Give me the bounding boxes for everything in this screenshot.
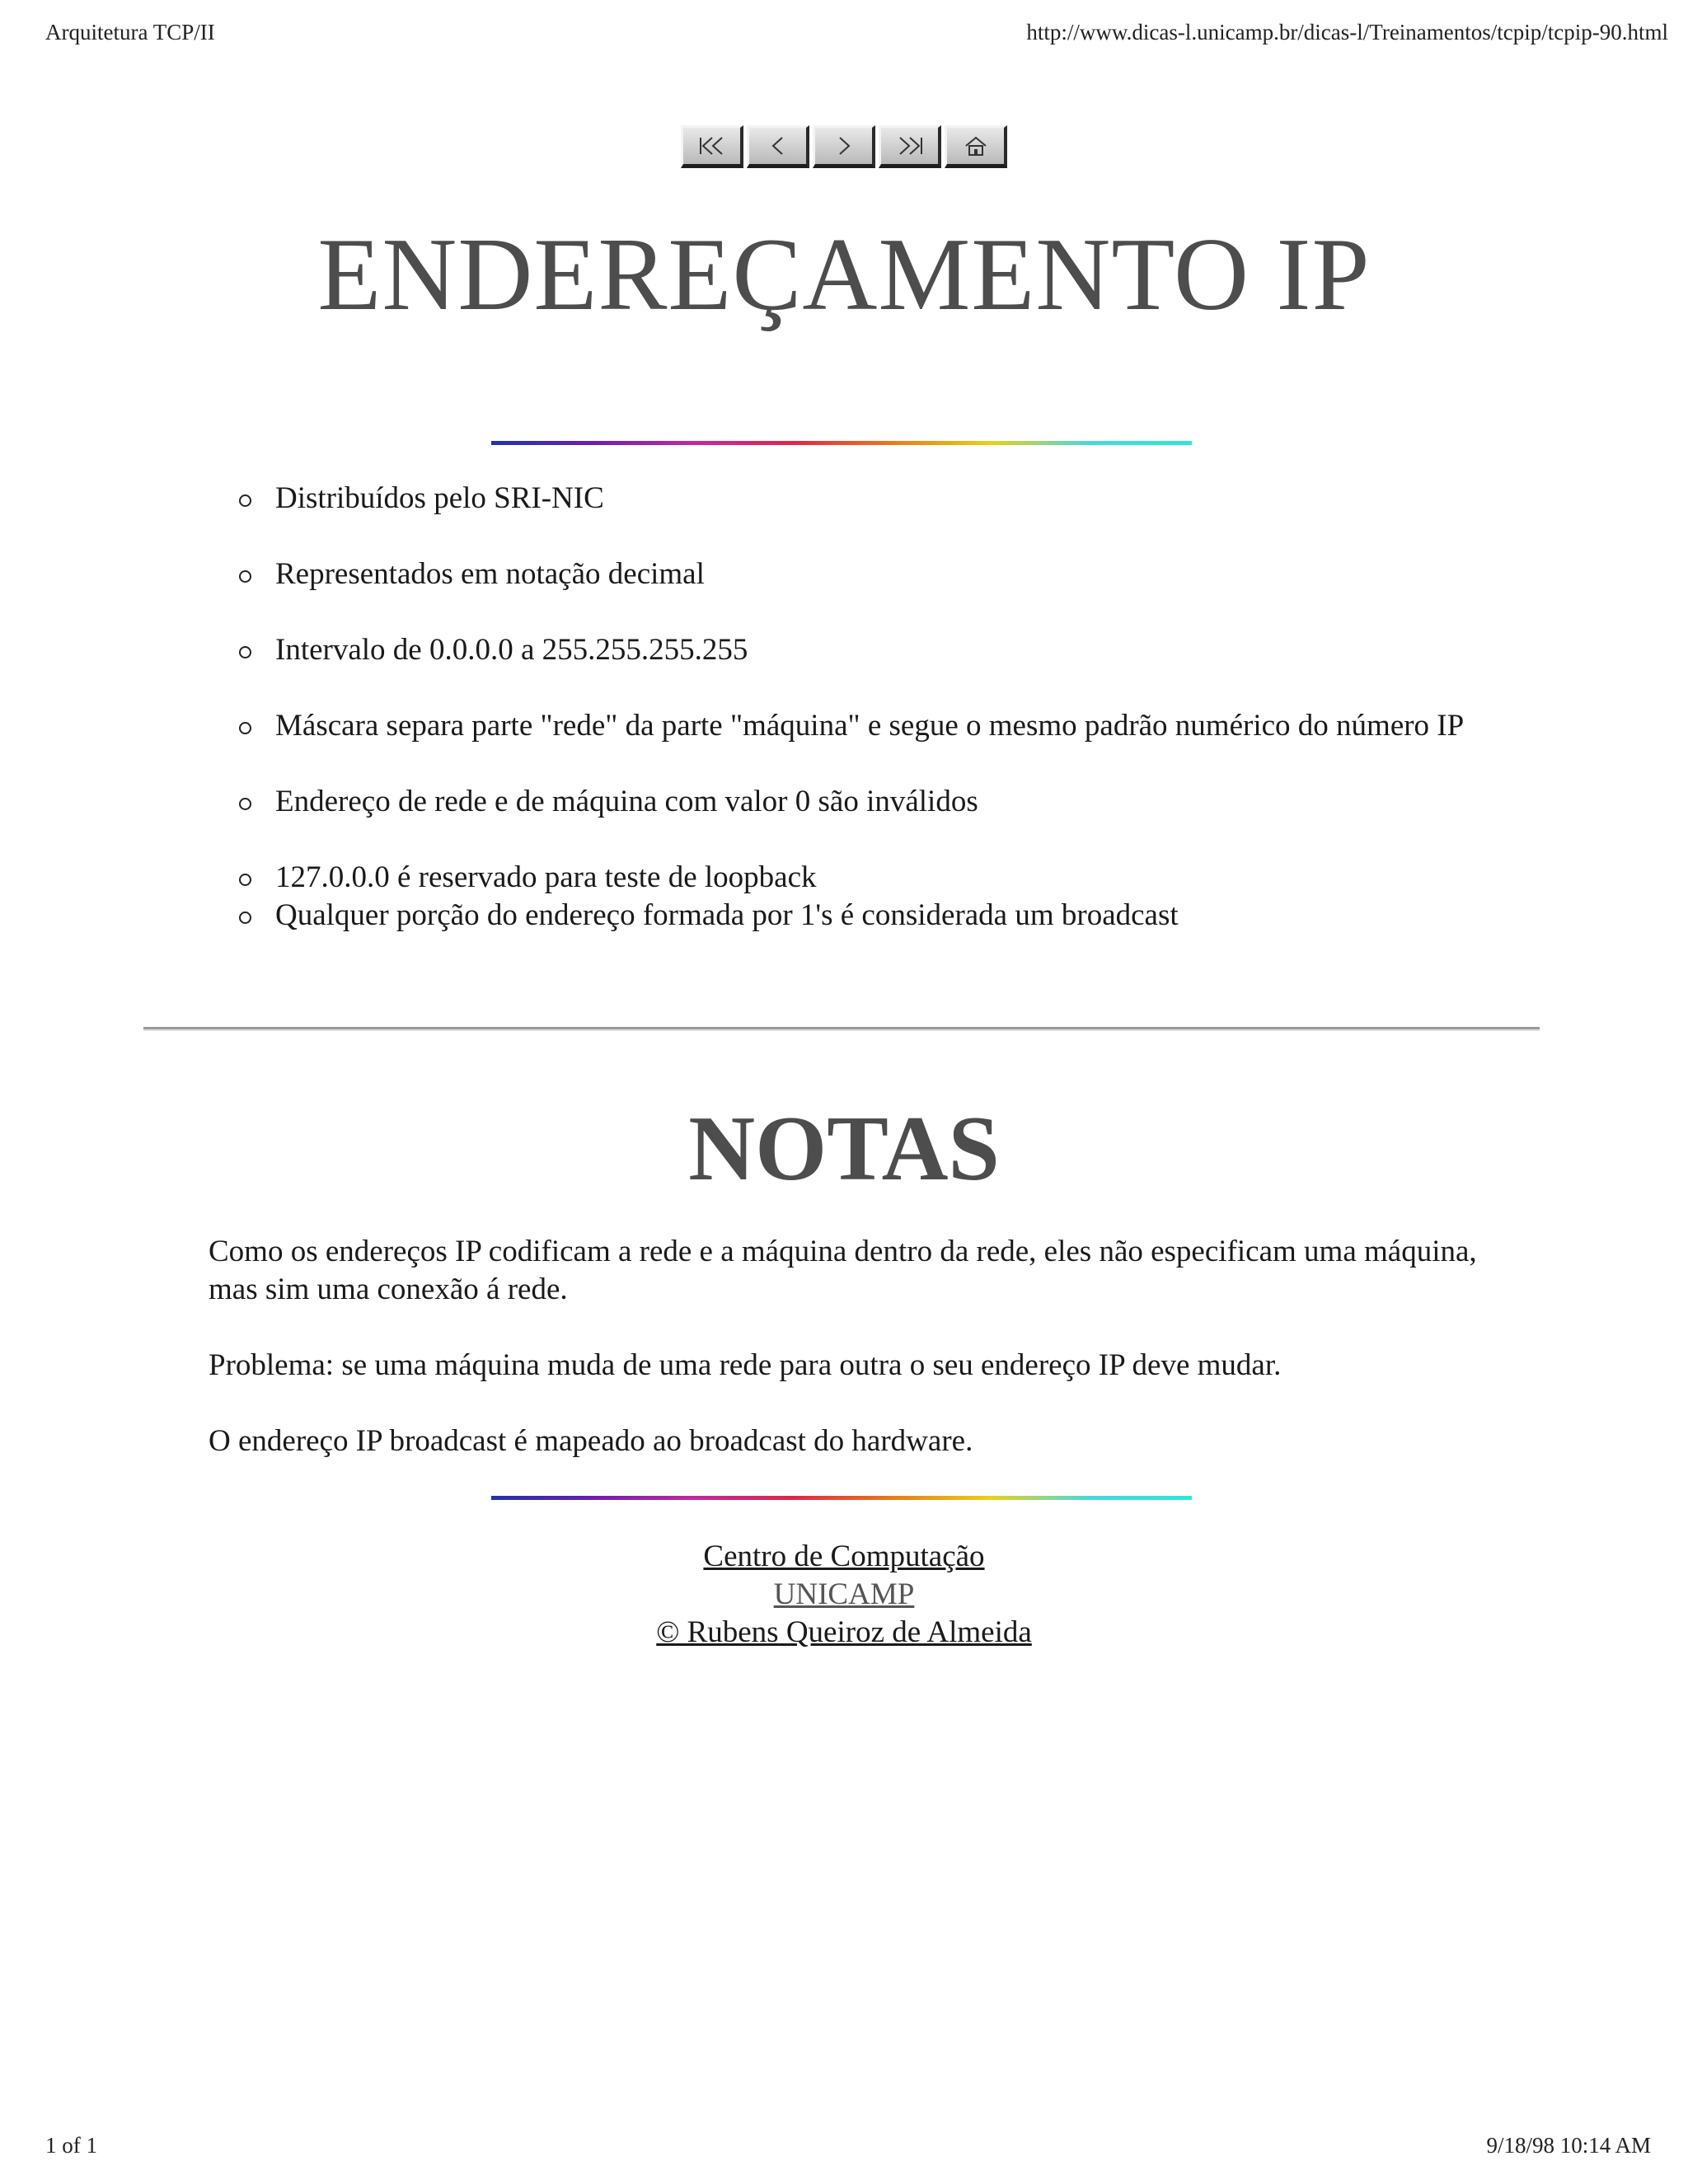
credits — [0, 1538, 1688, 1652]
bullet-list — [239, 480, 1558, 935]
previous-page-icon — [762, 134, 795, 157]
notes-paragraph: Problema: se uma máquina muda de uma rede para outra o seu endereço IP deve mudar. — [209, 1348, 1282, 1382]
list-item: Intervalo de 0.0.0.0 a 255.255.255.255 — [239, 631, 1558, 669]
notes-body — [209, 1233, 1494, 1498]
centro-computacao-link[interactable]: Centro de Computação — [703, 1540, 985, 1573]
horizontal-rule — [143, 1027, 1540, 1031]
next-page-button[interactable] — [813, 125, 875, 168]
last-page-button[interactable] — [879, 125, 941, 168]
rainbow-divider-bottom — [491, 1496, 1192, 1500]
first-page-icon — [696, 134, 729, 157]
print-footer-page: 1 of 1 — [45, 2133, 97, 2158]
navigation-bar — [0, 125, 1688, 168]
last-page-icon — [893, 134, 926, 157]
list-item: Distribuídos pelo SRI-NIC — [239, 480, 1558, 518]
print-footer-date: 9/18/98 10:14 AM — [1486, 2133, 1651, 2158]
list-item: Máscara separa parte "rede" da parte "máquina" e segue o mesmo padrão numérico do número IP — [239, 707, 1558, 745]
page-title: ENDEREÇAMENTO IP — [317, 218, 1371, 332]
first-page-button[interactable] — [681, 125, 743, 168]
list-item: Qualquer porção do endereço formada por 1's é considerada um broadcast — [239, 897, 1558, 935]
list-item: 127.0.0.0 é reservado para teste de loopback — [239, 859, 1558, 897]
home-icon — [959, 134, 992, 157]
notes-paragraph: O endereço IP broadcast é mapeado ao broadcast do hardware. — [209, 1424, 973, 1458]
rainbow-divider-top — [491, 441, 1192, 445]
home-button[interactable] — [945, 125, 1007, 168]
print-header-url: http://www.dicas-l.unicamp.br/dicas-l/Treinamentos/tcpip/tcpip-90.html — [1026, 20, 1668, 45]
notes-title: NOTAS — [688, 1098, 1000, 1200]
list-item: Representados em notação decimal — [239, 555, 1558, 593]
unicamp-link[interactable]: UNICAMP — [773, 1577, 915, 1611]
list-item: Endereço de rede e de máquina com valor 0 são inválidos — [239, 783, 1558, 821]
previous-page-button[interactable] — [747, 125, 809, 168]
notes-paragraph: Como os endereços IP codificam a rede e a máquina dentro da rede, eles não especificam uma máquina, mas sim uma conexão á rede. — [209, 1235, 1477, 1306]
print-header-title: Arquitetura TCP/II — [45, 20, 215, 45]
author-link[interactable]: © Rubens Queiroz de Almeida — [656, 1615, 1032, 1649]
next-page-icon — [828, 134, 860, 157]
